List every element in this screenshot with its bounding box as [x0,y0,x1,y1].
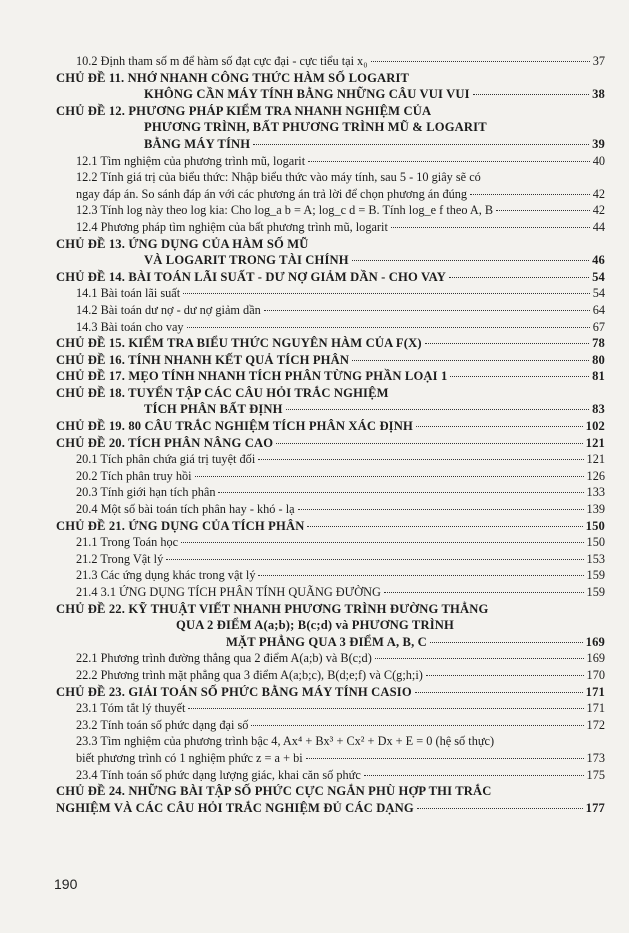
toc-entry-text: 14.3 Bài toán cho vay [76,319,184,334]
dot-leader [352,260,589,261]
toc-entry-text: 14.1 Bài toán lãi suất [76,286,181,301]
dot-leader [308,161,590,162]
toc-page-number: 171 [585,684,605,699]
dot-leader [384,592,584,593]
toc-entry-text: CHỦ ĐỀ 11. NHỚ NHANH CÔNG THỨC HÀM SỐ LOGARIT [56,70,410,85]
toc-entry [56,767,605,784]
toc-entry [56,269,605,286]
toc-entry [56,285,605,302]
toc-entry-text: CHỦ ĐỀ 18. TUYỂN TẬP CÁC CÂU HỎI TRẮC NGHIỆM [56,385,389,400]
toc-entry-text: 23.1 Tóm tắt lý thuyết [76,701,186,716]
toc-page-number: 169 [586,651,605,666]
toc-entry [56,418,605,435]
dot-leader [183,293,590,294]
toc-entry [56,252,605,269]
toc-entry [56,202,605,219]
dot-leader [253,144,589,145]
dot-leader [306,758,584,759]
toc-entry-text: CHỦ ĐỀ 13. ỨNG DỤNG CỦA HÀM SỐ MŨ [56,236,309,251]
toc-entry-text: MẶT PHẲNG QUA 3 ĐIỂM A, B, C [226,634,427,649]
toc-entry-text: 23.4 Tính toán số phức dạng lượng giác, khai căn số phức [76,767,361,782]
toc-page-number: 83 [592,402,605,417]
toc-page-number: 159 [586,568,605,583]
toc-entry-text: CHỦ ĐỀ 21. ỨNG DỤNG CỦA TÍCH PHÂN [56,518,305,533]
dot-leader [276,443,582,444]
toc-entry-text: 12.4 Phương pháp tìm nghiệm của bất phương trình mũ, logarit [76,219,388,234]
toc-entry-text: QUA 2 ĐIỂM A(a;b); B(c;d) và PHƯƠNG TRÌNH [176,618,454,633]
toc-entry-text: 12.2 Tính giá trị của biểu thức: Nhập biểu thức vào máy tính, sau 5 - 10 giây sẽ có [76,170,481,185]
toc-entry-text: 22.2 Phương trình mặt phẳng qua 3 điểm A(a;b;c), B(d;e;f) và C(g;h;i) [76,667,423,682]
toc-page-number: 102 [585,419,605,434]
toc-page-number: 170 [586,667,605,682]
dot-leader [187,327,590,328]
toc-entry-text: 20.1 Tích phân chứa giá trị tuyệt đối [76,452,256,467]
toc-entry [56,219,605,236]
toc-entry [56,700,605,717]
toc-page-number: 150 [586,535,605,550]
toc-entry [56,601,605,618]
table-of-contents [56,53,605,816]
toc-page-number: 153 [586,551,605,566]
toc-entry [56,186,605,203]
toc-entry-text: 20.2 Tích phân truy hồi [76,468,192,483]
toc-page-number: 80 [592,352,605,367]
dot-leader [364,775,584,776]
dot-leader [188,708,583,709]
toc-entry [56,484,605,501]
toc-page-number: 44 [592,219,605,234]
toc-entry [56,567,605,584]
toc-entry-text: CHỦ ĐỀ 19. 80 CÂU TRẮC NGHIỆM TÍCH PHÂN XÁC ĐỊNH [56,419,413,434]
toc-entry-text: CHỦ ĐỀ 14. BÀI TOÁN LÃI SUẤT - DƯ NỢ GIẢM DẦN - CHO VAY [56,269,446,284]
toc-page-number: 46 [592,253,605,268]
dot-leader [264,310,590,311]
toc-entry-text: 23.3 Tìm nghiệm của phương trình bậc 4, Ax⁴ + Bx³ + Cx² + Dx + E = 0 (hệ số thực) [76,734,495,749]
toc-entry-text: 12.3 Tính log này theo log kia: Cho log_a b = A; log_c d = B. Tính log_e f theo A, B [76,203,494,218]
toc-entry-text: 21.1 Trong Toán học [76,535,179,550]
dot-leader [415,692,583,693]
toc-page-number: 139 [586,502,605,517]
toc-entry [56,368,605,385]
toc-entry [56,136,605,153]
toc-page-number: 175 [586,767,605,782]
dot-leader [307,526,582,527]
toc-entry-text: 21.4 3.1 ỨNG DỤNG TÍCH PHÂN TÍNH QUÃNG ĐƯỜNG [76,585,381,599]
toc-entry [56,385,605,402]
toc-entry-text: CHỦ ĐỀ 15. KIỂM TRA BIỂU THỨC NGUYÊN HÀM CỦA F(X) [56,336,422,351]
dot-leader [286,409,590,410]
toc-entry-text: CHỦ ĐỀ 16. TÍNH NHANH KẾT QUẢ TÍCH PHÂN [56,352,350,367]
dot-leader [425,343,589,344]
toc-entry-text: 21.2 Trong Vật lý [76,551,164,566]
dot-leader [496,210,590,211]
dot-leader [195,476,584,477]
dot-leader [375,658,584,659]
dot-leader [352,360,589,361]
toc-page-number: 171 [586,701,605,716]
toc-entry [56,70,605,87]
toc-entry [56,518,605,535]
toc-entry [56,435,605,452]
toc-page-number: 64 [592,302,605,317]
toc-entry [56,153,605,170]
toc-entry-text: 22.1 Phương trình đường thẳng qua 2 điểm A(a;b) và B(c;d) [76,651,372,666]
toc-page-number: 42 [592,203,605,218]
toc-entry-text: 20.4 Một số bài toán tích phân hay - khó - lạ [76,502,295,517]
dot-leader [416,426,583,427]
toc-entry [56,617,605,634]
toc-entry-text: biết phương trình có 1 nghiệm phức z = a + bi [76,750,303,765]
toc-entry [56,468,605,485]
toc-page-number: 133 [586,485,605,500]
dot-leader [417,808,583,809]
toc-entry [56,53,605,70]
dot-leader [449,277,589,278]
toc-page-number: 177 [585,800,605,815]
dot-leader [258,575,583,576]
toc-entry [56,733,605,750]
toc-entry-text: NGHIỆM VÀ CÁC CÂU HỎI TRẮC NGHIỆM ĐỦ CÁC DẠNG [56,800,414,815]
toc-entry [56,169,605,186]
toc-entry [56,335,605,352]
toc-page-number: 54 [592,269,605,284]
toc-page-number: 159 [586,585,605,599]
toc-entry [56,319,605,336]
toc-entry [56,501,605,518]
dot-leader [473,94,589,95]
dot-leader [258,459,583,460]
toc-page-number: 172 [586,717,605,732]
toc-entry [56,86,605,103]
toc-entry [56,401,605,418]
toc-entry [56,800,605,817]
toc-page-number: 42 [592,186,605,201]
toc-entry-text: CHỦ ĐỀ 22. KỸ THUẬT VIẾT NHANH PHƯƠNG TRÌNH ĐƯỜNG THẲNG [56,601,489,616]
toc-entry-text: KHÔNG CẦN MÁY TÍNH BẰNG NHỮNG CÂU VUI VUI [144,87,470,102]
toc-entry-text: 21.3 Các ứng dụng khác trong vật lý [76,568,256,583]
dot-leader [450,376,589,377]
toc-entry [56,750,605,767]
toc-page-number: 37 [592,54,605,68]
toc-entry [56,302,605,319]
dot-leader [430,642,583,643]
dot-leader [218,492,583,493]
toc-entry [56,551,605,568]
toc-entry-text: CHỦ ĐỀ 17. MẸO TÍNH NHANH TÍCH PHÂN TỪNG PHẦN LOẠI 1 [56,369,448,384]
toc-page-number: 67 [592,319,605,334]
toc-entry [56,534,605,551]
toc-page-number: 169 [585,634,605,649]
dot-leader [298,509,584,510]
toc-entry [56,684,605,701]
toc-entry-text: PHƯƠNG TRÌNH, BẤT PHƯƠNG TRÌNH MŨ & LOGARIT [144,120,487,135]
toc-page-number: 121 [586,452,605,467]
toc-entry [56,236,605,253]
toc-page-number: 39 [592,136,605,151]
toc-entry [56,667,605,684]
toc-entry [56,783,605,800]
toc-entry-text: BẰNG MÁY TÍNH [144,136,251,151]
toc-entry-text: CHỦ ĐỀ 20. TÍCH PHÂN NÂNG CAO [56,435,274,450]
toc-entry-text: 14.2 Bài toán dư nợ - dư nợ giảm dần [76,302,261,317]
toc-page-number: 40 [592,153,605,168]
toc-entry [56,634,605,651]
toc-entry-text: TÍCH PHÂN BẤT ĐỊNH [144,402,283,417]
toc-entry-text: VÀ LOGARIT TRONG TÀI CHÍNH [144,253,349,268]
toc-entry [56,717,605,734]
toc-entry-text: 12.1 Tìm nghiệm của phương trình mũ, logarit [76,153,306,168]
dot-leader [426,675,584,676]
dot-leader [391,227,590,228]
toc-entry-text: CHỦ ĐỀ 12. PHƯƠNG PHÁP KIỂM TRA NHANH NGHIỆM CỦA [56,103,432,118]
toc-entry [56,650,605,667]
toc-page-number: 54 [592,286,605,301]
toc-entry-text: 20.3 Tính giới hạn tích phân [76,485,216,500]
dot-leader [470,194,590,195]
toc-entry-text: 23.2 Tính toán số phức dạng đại số [76,717,249,732]
toc-entry [56,352,605,369]
toc-page-number: 121 [585,435,605,450]
page-number: 190 [54,876,78,892]
toc-entry-text: CHỦ ĐỀ 23. GIẢI TOÁN SỐ PHỨC BẰNG MÁY TÍNH CASIO [56,684,412,699]
toc-page-number: 78 [592,336,605,351]
toc-page-number: 173 [586,750,605,765]
toc-page-number: 150 [585,518,605,533]
toc-entry [56,119,605,136]
toc-entry-text: CHỦ ĐỀ 24. NHỮNG BÀI TẬP SỐ PHỨC CỰC NGẮN PHÙ HỢP THI TRẮC [56,784,492,799]
toc-page-number: 126 [586,468,605,483]
toc-page-number: 81 [592,369,605,384]
dot-leader [166,559,583,560]
toc-entry-text: 10.2 Định tham số m để hàm số đạt cực đại - cực tiểu tại x₀ [76,54,368,68]
toc-page-number: 38 [592,87,605,102]
dot-leader [251,725,583,726]
dot-leader [181,542,583,543]
toc-entry [56,451,605,468]
dot-leader [371,61,590,62]
toc-entry [56,584,605,601]
toc-entry-text: ngay đáp án. So sánh đáp án với các phương án trả lời để chọn phương án đúng [76,186,468,201]
toc-entry [56,103,605,120]
